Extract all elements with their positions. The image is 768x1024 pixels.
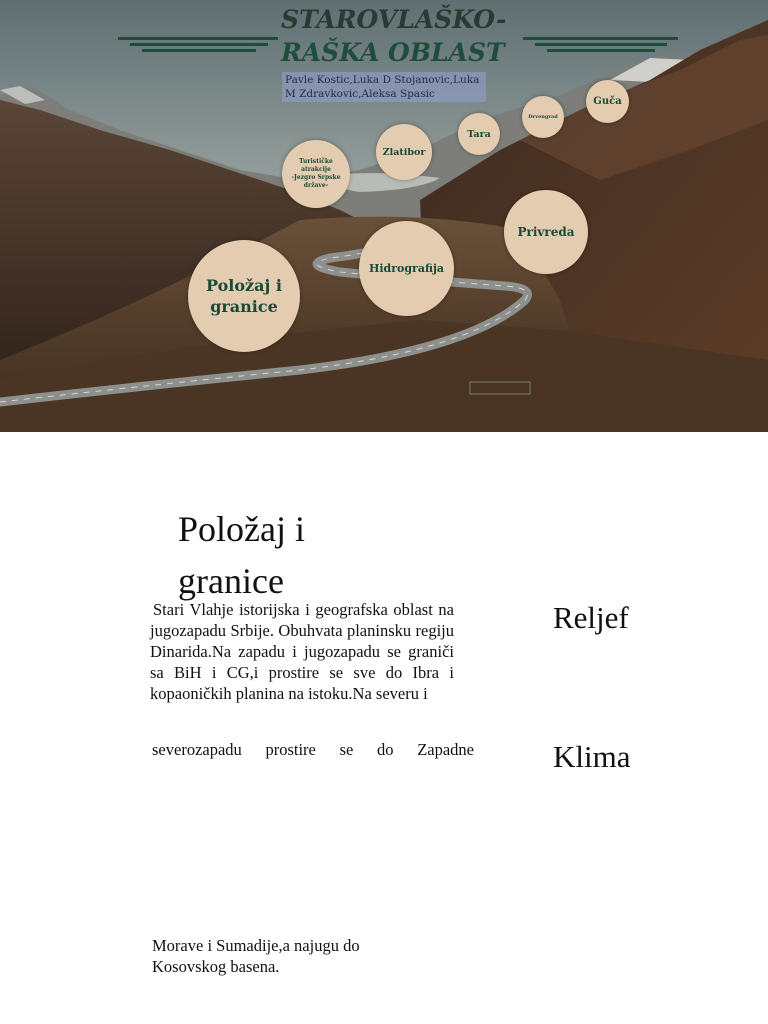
- section-heading-line-2: granice: [178, 561, 284, 601]
- bubble-guca-label: Guča: [593, 96, 622, 107]
- bubble-drvengrad-label: Drvengrad: [528, 114, 558, 120]
- title-decoration-right-2: [535, 43, 667, 46]
- section-heading-line-1: Položaj i: [178, 509, 305, 549]
- bubble-polozaj-label: Položaj i granice: [206, 276, 282, 316]
- bubble-tara-label: Tara: [467, 128, 491, 140]
- title-decoration-left-3: [142, 49, 256, 52]
- title-decoration-right-3: [547, 49, 655, 52]
- bubble-privreda[interactable]: [504, 190, 588, 274]
- bubble-turisticke-atrakcije[interactable]: [282, 140, 350, 208]
- title-decoration-left-2: [130, 43, 268, 46]
- bubble-drvengrad[interactable]: [522, 96, 564, 138]
- turisticke-line-2: atrakcije: [301, 166, 331, 173]
- title-line-1: STAROVLAŠKO-: [281, 5, 507, 34]
- body-paragraph: Stari Vlahje istorijska i geografska oblast na jugozapadu Srbije. Obuhvata planinsku regiju Dinarida.Na zapadu i jugozapadu se graniči sa BiH i CG,i prostire se sve do Ibra i kopaoničkih planina na istoku.Na severu i: [150, 600, 454, 703]
- bubble-guca[interactable]: [586, 80, 629, 123]
- bubble-turisticke-label: [291, 158, 340, 190]
- turisticke-line-3: -Jezgro Srpske: [291, 174, 341, 181]
- title-decoration-left-1: [118, 37, 278, 40]
- bubble-zlatibor[interactable]: [376, 124, 432, 180]
- side-heading-klima: Klima: [553, 739, 631, 774]
- turisticke-line-1: Turističke: [299, 158, 333, 165]
- title-decoration-right-1: [523, 37, 678, 40]
- bubble-hidrografija-label: Hidrografija: [368, 262, 445, 275]
- side-heading-reljef: Reljef: [553, 600, 629, 635]
- body-paragraph-end-line-1: Morave i Sumadije,a najugu do: [152, 936, 360, 955]
- bubble-tara[interactable]: [458, 113, 500, 155]
- bubble-polozaj-i-granice[interactable]: [188, 240, 300, 352]
- bubble-hidrografija[interactable]: [359, 221, 454, 316]
- hero-banner: [0, 0, 768, 432]
- body-paragraph-continued: severozapadu prostire se do Zapadne: [152, 740, 474, 759]
- authors-label: Pavle Kostic,Luka D Stojanovic,Luka M Zdravkovic,Aleksa Spasic: [282, 72, 486, 102]
- bubble-zlatibor-label: Zlatibor: [382, 146, 426, 158]
- title-line-2: RAŠKA OBLAST: [281, 38, 505, 67]
- body-paragraph-end: [152, 935, 452, 977]
- section-heading: [178, 503, 305, 607]
- body-paragraph-end-line-2: Kosovskog basena.: [152, 957, 280, 976]
- turisticke-line-4: države-: [303, 182, 329, 189]
- bubble-privreda-label: Privreda: [517, 225, 575, 239]
